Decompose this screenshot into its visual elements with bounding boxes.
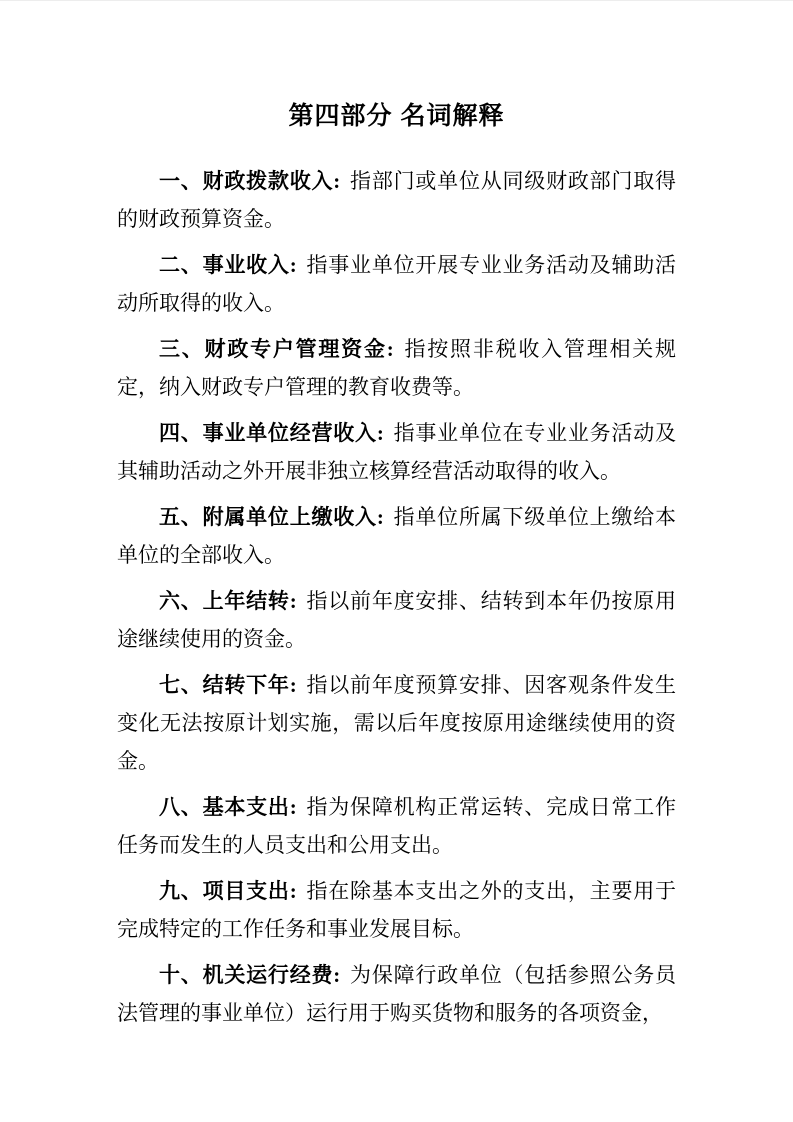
glossary-item	[117, 162, 676, 238]
term-definition: 指事业单位开展专业业务活动及辅助活动所取得的收入。	[117, 253, 677, 315]
term-label: 八、基本支出:	[159, 795, 297, 819]
term-label: 五、附属单位上缴收入:	[159, 505, 384, 529]
term-label: 九、项目支出:	[159, 879, 297, 903]
term-definition: 指部门或单位从同级财政部门取得的财政预算资金。	[117, 169, 677, 231]
glossary-item	[117, 956, 676, 1032]
term-label: 三、财政专户管理资金:	[159, 337, 394, 361]
glossary-item	[117, 498, 676, 574]
document-title: 第四部分 名词解释	[288, 102, 505, 130]
term-definition: 为保障行政单位（包括参照公务员法管理的事业单位）运行用于购买货物和服务的各项资金，	[117, 963, 677, 1025]
term-label: 六、上年结转:	[159, 589, 297, 613]
term-definition: 指以前年度安排、结转到本年仍按原用途继续使用的资金。	[117, 589, 677, 651]
term-definition: 指以前年度预算安排、因客观条件发生变化无法按原计划实施，需以后年度按原用途继续使用的资金。	[117, 673, 677, 773]
term-definition: 指在除基本支出之外的支出，主要用于完成特定的工作任务和事业发展目标。	[117, 879, 677, 941]
glossary-item	[117, 330, 676, 406]
term-label: 四、事业单位经营收入:	[159, 421, 384, 445]
term-definition: 指事业单位在专业业务活动及其辅助活动之外开展非独立核算经营活动取得的收入。	[117, 421, 677, 483]
term-label: 十、机关运行经费:	[159, 963, 341, 987]
term-definition: 指为保障机构正常运转、完成日常工作任务而发生的人员支出和公用支出。	[117, 795, 677, 857]
glossary-item	[117, 788, 676, 864]
term-label: 二、事业收入:	[159, 253, 297, 277]
glossary-item	[117, 246, 676, 322]
glossary-item	[117, 666, 676, 780]
term-label: 七、结转下年:	[159, 673, 297, 697]
glossary-item	[117, 582, 676, 658]
term-label: 一、财政拨款收入:	[159, 169, 341, 193]
glossary-item	[117, 414, 676, 490]
glossary-item	[117, 872, 676, 948]
term-definition: 指按照非税收入管理相关规定，纳入财政专户管理的教育收费等。	[117, 337, 677, 399]
term-definition: 指单位所属下级单位上缴给本单位的全部收入。	[117, 505, 677, 567]
